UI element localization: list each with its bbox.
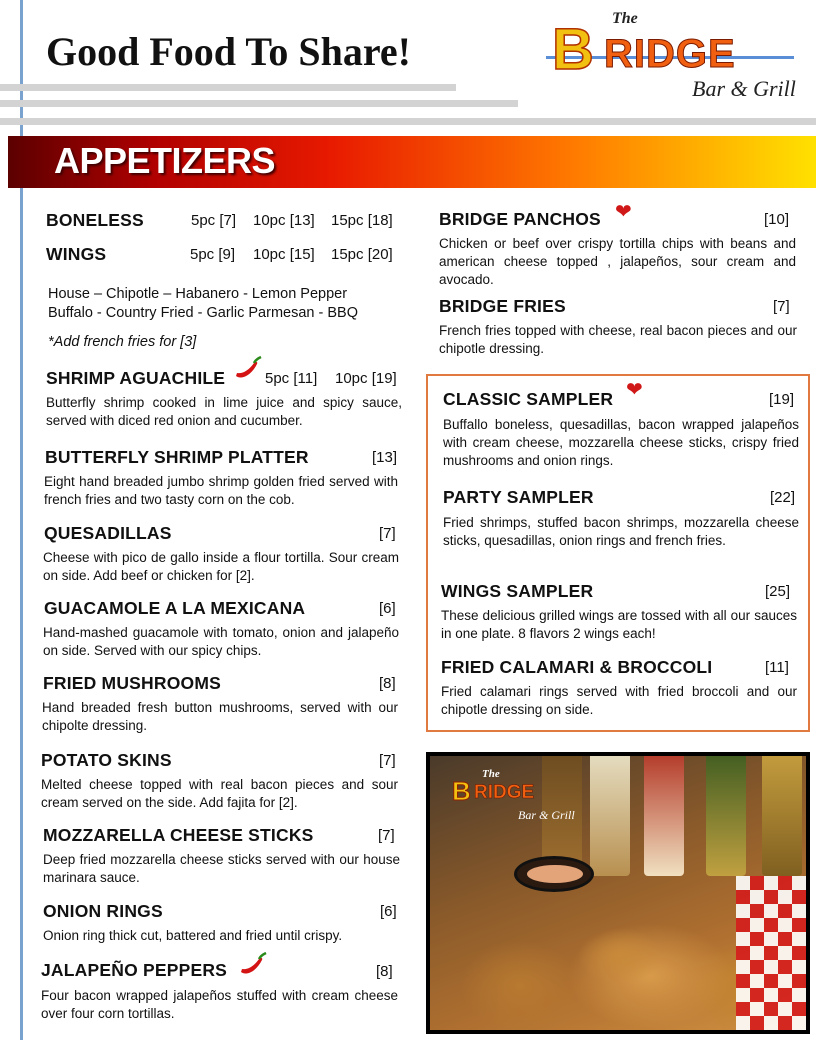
item-price: [6] [379, 600, 396, 617]
bottle [706, 752, 746, 876]
item-description: Eight hand breaded jumbo shrimp golden fried served with french fries and two tasty corn on the cob. [44, 474, 398, 507]
item-description: Deep fried mozzarella cheese sticks served with our house marinara sauce. [43, 852, 400, 885]
logo-bar-grill: Bar & Grill [692, 76, 796, 101]
item-description: French fries topped with cheese, real bacon pieces and our chipotle dressing. [439, 323, 797, 356]
item-price: [13] [372, 449, 398, 466]
item-price: [25] [765, 583, 791, 600]
item-price: [6] [380, 903, 397, 920]
item-price: 10pc [13] [253, 212, 315, 229]
item-price: [8] [379, 675, 396, 692]
item-price: 15pc [20] [331, 246, 393, 263]
section-banner [8, 136, 816, 188]
item-description: Four bacon wrapped jalapeños stuffed with cream cheese over four corn tortillas. [41, 988, 398, 1021]
photo-logo-ridge: RIDGE [474, 782, 535, 803]
item-description: Chicken or beef over crispy tortilla chips with beans and american cheese topped , jalapeños, sour cream and avocado. [439, 236, 796, 287]
section-title: APPETIZERS [54, 140, 276, 181]
item-price: 5pc [11] [265, 370, 318, 387]
chili-pepper-icon [238, 952, 268, 978]
item-price: 5pc [9] [190, 246, 236, 263]
heart-icon: ❤ [626, 379, 643, 401]
item-price: [7] [379, 752, 396, 769]
wing-flavors: House – Chipotle – Habanero - Lemon Pepper [48, 286, 348, 302]
heart-icon: ❤ [615, 201, 632, 223]
item-price: [7] [378, 827, 395, 844]
item-name: ONION RINGS [43, 901, 163, 921]
wing-flavors: Buffalo - Country Fried - Garlic Parmesan - BBQ [48, 305, 358, 321]
item-name: SHRIMP AGUACHILE [46, 368, 226, 388]
item-description: Hand-mashed guacamole with tomato, onion and jalapeño on side. Served with our spicy chips. [43, 625, 399, 658]
item-description: These delicious grilled wings are tossed with all our sauces in one plate. 8 flavors 2 wings each! [441, 608, 797, 641]
item-name: WINGS [46, 244, 107, 264]
gray-divider [0, 100, 518, 107]
item-name: BONELESS [46, 210, 144, 230]
chili-pepper-icon [233, 356, 263, 382]
item-name: BRIDGE PANCHOS [439, 209, 601, 229]
fries-note: *Add french fries for [3] [48, 334, 197, 350]
item-name: PARTY SAMPLER [443, 487, 594, 507]
item-price: [7] [379, 525, 396, 542]
gray-divider [0, 118, 816, 125]
item-price: 10pc [19] [335, 370, 397, 387]
logo-b: B [552, 17, 593, 82]
bridge-logo [540, 8, 800, 108]
item-name: FRIED CALAMARI & BROCCOLI [441, 657, 713, 677]
food-photo [426, 752, 810, 1034]
bottle [762, 752, 802, 876]
item-price: 10pc [15] [253, 246, 315, 263]
photo-logo-the: The [482, 768, 500, 780]
logo-the: The [612, 10, 638, 27]
checkered-paper [736, 876, 806, 1034]
dipping-sauce [514, 856, 594, 892]
item-price: 15pc [18] [331, 212, 393, 229]
item-price: [11] [765, 659, 789, 676]
item-description: Hand breaded fresh button mushrooms, served with our chipolte dressing. [42, 700, 398, 733]
item-name: QUESADILLAS [44, 523, 172, 543]
item-description: Butterfly shrimp cooked in lime juice and spicy sauce, served with diced red onion and cucumber. [46, 395, 402, 428]
item-description: Cheese with pico de gallo inside a flour tortilla. Sour cream on side. Add beef or chicken for [2]. [43, 550, 399, 583]
item-name: JALAPEÑO PEPPERS [41, 960, 228, 980]
item-description: Fried calamari rings served with fried broccoli and our chipotle dressing on side. [441, 684, 797, 717]
page-title: Good Food To Share! [46, 29, 411, 74]
item-name: BUTTERFLY SHRIMP PLATTER [45, 447, 309, 467]
item-description: Onion ring thick cut, battered and fried until crispy. [43, 928, 343, 943]
item-name: POTATO SKINS [41, 750, 172, 770]
item-description: Fried shrimps, stuffed bacon shrimps, mozzarella cheese sticks, quesadillas, onion rings and french fries. [443, 515, 799, 548]
item-description: Buffallo boneless, quesadillas, bacon wrapped jalapeños with cream cheese, mozzarella cheese sticks, crispy fried mushrooms and onion rings. [443, 417, 799, 468]
item-price: [7] [773, 298, 790, 315]
item-name: GUACAMOLE A LA MEXICANA [44, 598, 306, 618]
photo-logo-bar-grill: Bar & Grill [518, 808, 575, 822]
item-price: [19] [769, 391, 795, 408]
item-description: Melted cheese topped with real bacon pieces and sour cream served on the side. Add fajita for [2]. [41, 777, 398, 810]
logo-ridge: RIDGE [604, 32, 736, 76]
item-name: WINGS SAMPLER [441, 581, 594, 601]
item-price: [10] [764, 211, 790, 228]
item-name: CLASSIC SAMPLER [443, 389, 614, 409]
photo-logo-b: B [452, 776, 471, 806]
item-price: [8] [376, 963, 393, 980]
photo-logo [448, 768, 598, 828]
item-name: BRIDGE FRIES [439, 296, 566, 316]
item-name: FRIED MUSHROOMS [43, 673, 221, 693]
bottle [644, 752, 684, 876]
gray-divider [0, 84, 456, 91]
item-price: [22] [770, 489, 796, 506]
item-name: MOZZARELLA CHEESE STICKS [43, 825, 314, 845]
item-price: 5pc [7] [191, 212, 237, 229]
